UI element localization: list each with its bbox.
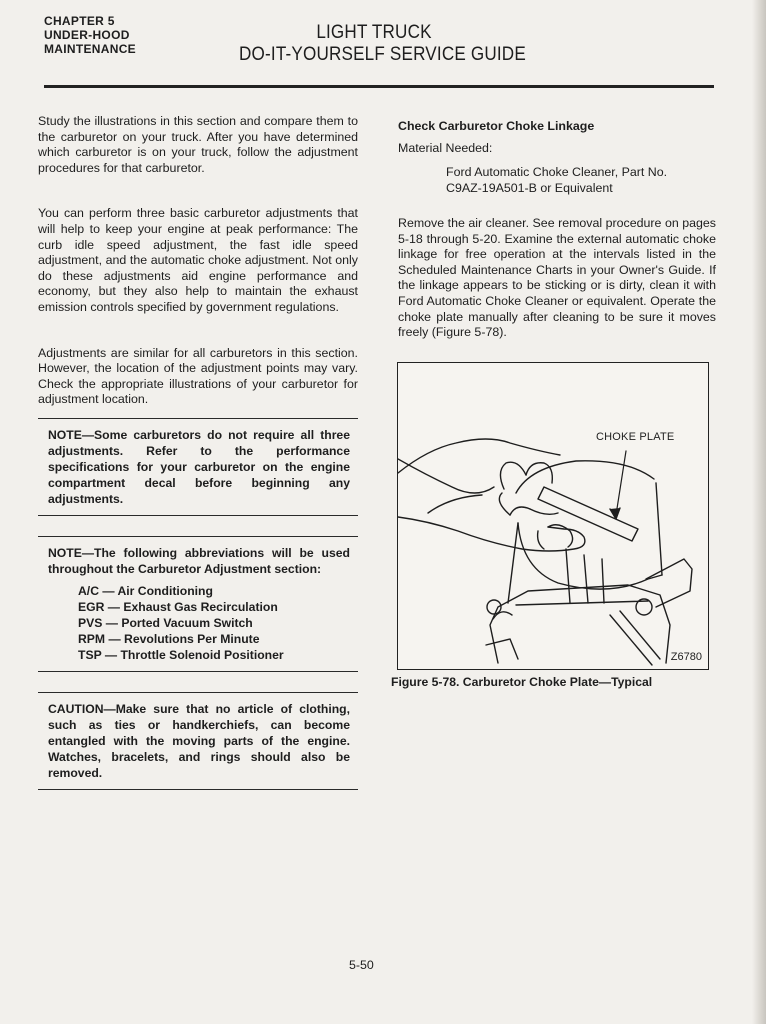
title-line: DO-IT-YOURSELF SERVICE GUIDE (239, 44, 526, 65)
part-line: C9AZ-19A501-B or Equivalent (446, 181, 613, 195)
part-line: Ford Automatic Choke Cleaner, Part No. (446, 165, 668, 179)
left-column (38, 114, 358, 790)
abbreviation-item: PVS — Ported Vacuum Switch (78, 615, 253, 630)
part-info (398, 164, 716, 196)
page-title (239, 22, 526, 66)
abbreviation-item: RPM — Revolutions Per Minute (78, 631, 260, 646)
abbreviation-item: TSP — Throttle Solenoid Positioner (78, 647, 284, 662)
section-heading: Check Carburetor Choke Linkage (398, 119, 595, 133)
note-abbreviations (38, 537, 358, 671)
caution-rule-bottom (38, 789, 358, 790)
intro-paragraph: Study the illustrations in this section and compare them to the carburetor on your truck. After you have determined which carburetor is on your truck, follow the adjustment procedures for that carburetor. (38, 114, 358, 175)
abbreviation-list (48, 583, 350, 663)
page-edge-shadow (752, 0, 766, 1024)
abbreviation-item: A/C — Air Conditioning (78, 583, 213, 598)
page-number: 5-50 (349, 958, 374, 972)
choke-plate-label: CHOKE PLATE (596, 431, 675, 443)
note-intro: NOTE—The following abbreviations will be used throughout the Carburetor Adjustment section: (48, 545, 350, 576)
note-text: NOTE—Some carburetors do not require all three adjustments. Refer to the performance specifications for your carburetor on the engine compartment decal before beginning any adjustments. (48, 427, 350, 506)
right-column (398, 118, 716, 341)
chapter-line: UNDER-HOOD (44, 28, 130, 42)
carburetor-illustration (398, 363, 708, 669)
title-line: LIGHT TRUCK (316, 22, 432, 43)
chapter-line: MAINTENANCE (44, 42, 136, 56)
page-header (44, 12, 714, 84)
figure-code: Z6780 (670, 651, 702, 663)
figure-caption: Figure 5-78. Carburetor Choke Plate—Typical (391, 675, 653, 689)
chapter-label (44, 14, 136, 56)
figure-choke-plate (397, 362, 709, 670)
note-performance-specs (38, 419, 358, 515)
caution-box (38, 693, 358, 789)
location-paragraph: Adjustments are similar for all carburetors in this section. However, the location of the adjustment points may vary. Check the appropriate illustrations of your carburetor for adjustment location. (38, 345, 358, 407)
abbreviation-item: EGR — Exhaust Gas Recirculation (78, 599, 278, 614)
chapter-line: CHAPTER 5 (44, 14, 115, 28)
header-divider (44, 85, 714, 88)
caution-text: CAUTION—Make sure that no article of clothing, such as ties or handkerchiefs, can become entangled with the moving parts of the engine. Watches, bracelets, and rings should also be removed. (48, 701, 350, 780)
adjustments-paragraph: You can perform three basic carburetor adjustments that will help to keep your engine at peak performance: The curb idle speed adjustment, the fast idle speed adjustment, and the automatic choke adjustment. Not only do these adjustments aid engine performance and economy, but they also help to maintain the exhaust emission controls specified by government regulations. (38, 206, 358, 314)
procedure-paragraph: Remove the air cleaner. See removal procedure on pages 5-18 through 5-20. Examine the external automatic choke linkage for free operation at the intervals listed in the Scheduled Maintenance Charts in your Owner's Guide. If the linkage appears to be sticking or is dirty, clean it with Ford Automatic Choke Cleaner or equivalent. Operate the choke plate manually after cleaning to be sure it moves freely (Figure 5-78). (398, 216, 716, 340)
material-label: Material Needed: (398, 141, 493, 155)
